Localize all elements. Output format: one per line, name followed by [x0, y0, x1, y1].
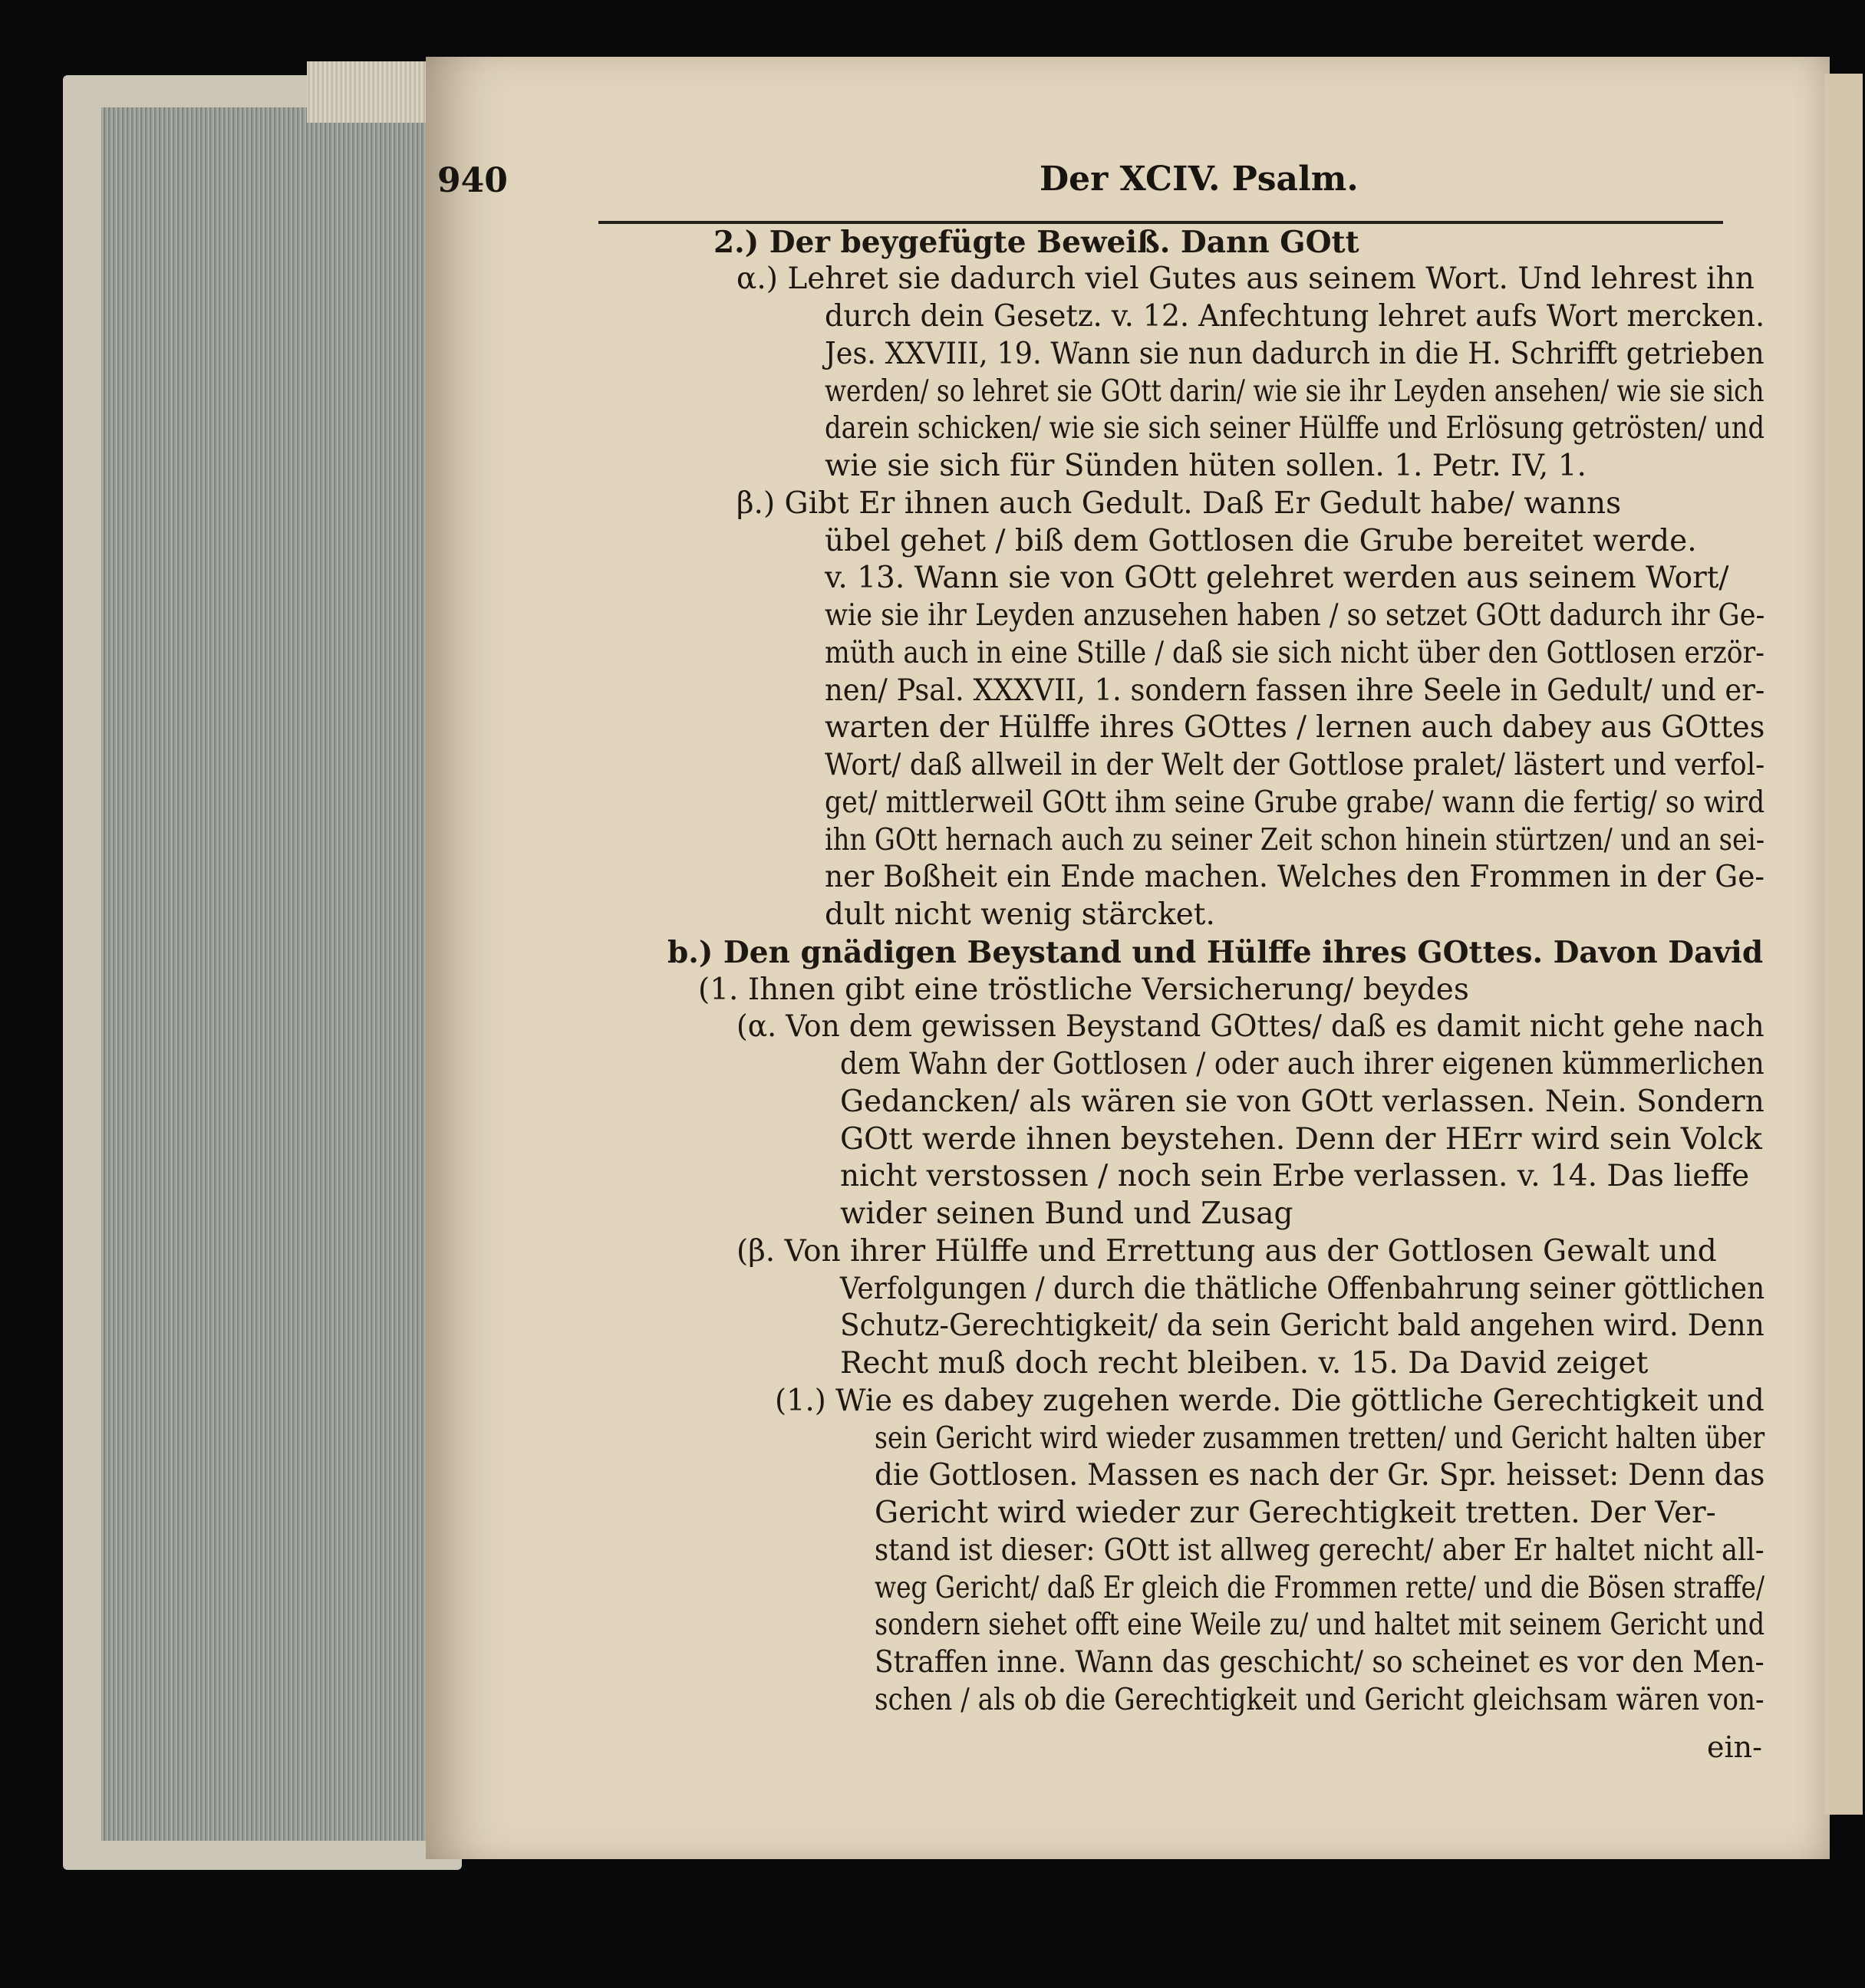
text-line: (1.) Wie es dabey zugehen werde. Die göttliche Gerechtigkeit und: [775, 1384, 1765, 1418]
page-number: 940: [437, 161, 508, 200]
text-line: sondern siehet offt eine Weile zu/ und haltet mit seinem Gericht und: [875, 1608, 1765, 1642]
text-line: ner Boßheit ein Ende machen. Welches den Frommen in der Ge-: [825, 860, 1765, 894]
page-edges-top: [307, 61, 437, 123]
text-line: müth auch in eine Stille / daß sie sich nicht über den Gottlosen erzör-: [825, 636, 1765, 670]
text-line: (β. Von ihrer Hülffe und Errettung aus der Gottlosen Gewalt und: [736, 1234, 1717, 1269]
text-line: ihn GOtt hernach auch zu seiner Zeit schon hinein stürtzen/ und an sei-: [825, 823, 1765, 857]
text-line: b.) Den gnädigen Beystand und Hülffe ihres GOttes. Davon David: [667, 935, 1764, 970]
text-line: Verfolgungen / durch die thätliche Offenbahrung seiner göttlichen: [840, 1272, 1765, 1306]
text-line: v. 13. Wann sie von GOtt gelehret werden aus seinem Wort/: [825, 561, 1729, 595]
text-line: übel gehet / biß dem Gottlosen die Grube bereitet werde.: [825, 524, 1697, 558]
text-line: Jes. XXVIII, 19. Wann sie nun dadurch in die H. Schrifft getrieben: [825, 337, 1765, 371]
text-line: 2.) Der beygefügte Beweiß. Dann GOtt: [713, 225, 1359, 260]
text-line: Schutz-Gerechtigkeit/ da sein Gericht bald angehen wird. Denn: [840, 1308, 1765, 1343]
text-line: stand ist dieser: GOtt ist allweg gerecht/ aber Er haltet nicht all-: [875, 1533, 1765, 1568]
page-edges: [101, 107, 446, 1841]
text-line: nicht verstossen / noch sein Erbe verlassen. v. 14. Das lieffe: [840, 1159, 1750, 1193]
text-line: Recht muß doch recht bleiben. v. 15. Da David zeiget: [840, 1346, 1649, 1381]
text-line: Wort/ daß allweil in der Welt der Gottlose pralet/ lästert und verfol-: [825, 748, 1765, 782]
catchword: ein-: [1707, 1730, 1762, 1764]
text-line: warten der Hülffe ihres GOttes / lernen auch dabey aus GOttes: [825, 710, 1765, 745]
text-line: α.) Lehret sie dadurch viel Gutes aus seinem Wort. Und lehrest ihn: [736, 262, 1755, 296]
text-line: wie sie ihr Leyden anzusehen haben / so setzet GOtt dadurch ihr Ge-: [825, 598, 1765, 633]
page-title: Der XCIV. Psalm.: [1040, 160, 1359, 199]
text-line: (α. Von dem gewissen Beystand GOttes/ daß es damit nicht gehe nach: [736, 1009, 1765, 1044]
facing-page-edge: [1824, 74, 1863, 1815]
text-line: sein Gericht wird wieder zusammen tretten/ und Gericht halten über: [875, 1421, 1765, 1456]
text-line: GOtt werde ihnen beystehen. Denn der HErr wird sein Volck: [840, 1122, 1762, 1157]
text-line: schen / als ob die Gerechtigkeit und Gericht gleichsam wären von-: [875, 1683, 1765, 1717]
text-line: dem Wahn der Gottlosen / oder auch ihrer eigenen kümmerlichen: [840, 1047, 1765, 1081]
text-line: nen/ Psal. XXXVII, 1. sondern fassen ihre Seele in Gedult/ und er-: [825, 673, 1765, 708]
text-line: weg Gericht/ daß Er gleich die Frommen rette/ und die Bösen straffe/: [875, 1571, 1765, 1605]
text-line: durch dein Gesetz. v. 12. Anfechtung lehret aufs Wort mercken.: [825, 299, 1765, 334]
text-line: darein schicken/ wie sie sich seiner Hülffe und Erlösung getrösten/ und: [825, 411, 1765, 446]
text-line: β.) Gibt Er ihnen auch Gedult. Daß Er Gedult habe/ wanns: [736, 486, 1622, 521]
text-line: wie sie sich für Sünden hüten sollen. 1. Petr. IV, 1.: [825, 449, 1587, 483]
text-line: werden/ so lehret sie GOtt darin/ wie sie ihr Leyden ansehen/ wie sie sich: [825, 374, 1765, 409]
text-line: wider seinen Bund und Zusag: [840, 1196, 1293, 1231]
text-line: get/ mittlerweil GOtt ihm seine Grube grabe/ wann die fertig/ so wird: [825, 785, 1765, 820]
text-line: die Gottlosen. Massen es nach der Gr. Spr. heisset: Denn das: [875, 1458, 1765, 1493]
text-line: Straffen inne. Wann das geschicht/ so scheinet es vor den Men-: [875, 1645, 1765, 1680]
text-line: dult nicht wenig stärcket.: [825, 897, 1215, 932]
text-line: (1. Ihnen gibt eine tröstliche Versicherung/ beydes: [698, 973, 1469, 1007]
text-line: Gedancken/ als wären sie von GOtt verlassen. Nein. Sondern: [840, 1085, 1765, 1119]
text-line: Gericht wird wieder zur Gerechtigkeit tretten. Der Ver-: [875, 1496, 1716, 1530]
